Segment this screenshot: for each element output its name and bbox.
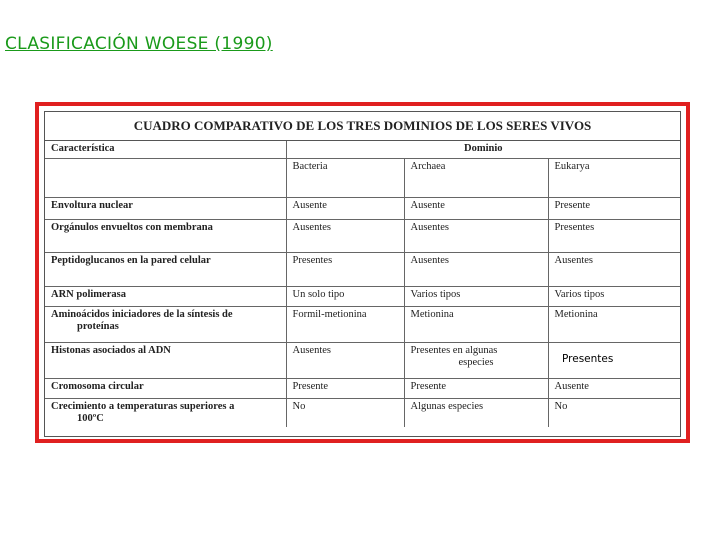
domain-eukarya: Eukarya <box>548 158 680 197</box>
row-feature: Peptidoglucanos en la pared celular <box>45 252 286 286</box>
row-feature: Envoltura nuclear <box>45 197 286 219</box>
table-row <box>45 252 680 286</box>
row-feature-line2: 100ºC <box>77 412 104 424</box>
cell-bacteria: Presente <box>286 378 404 398</box>
row-feature-line1: Aminoácidos iniciadores de la síntesis de <box>51 308 233 320</box>
cell-eukarya: Ausente <box>548 378 680 398</box>
cell-eukarya: Varios tipos <box>548 286 680 306</box>
cell-eukarya: No <box>548 398 680 427</box>
header-domain: Dominio <box>286 141 680 158</box>
cell-archaea: Ausentes <box>404 252 548 286</box>
cell-archaea: Metionina <box>404 306 548 342</box>
cell-archaea <box>404 342 548 378</box>
table-title: CUADRO COMPARATIVO DE LOS TRES DOMINIOS DE LOS SERES VIVOS <box>45 112 680 141</box>
cell-eukarya: Ausentes <box>548 252 680 286</box>
cell-eukarya: Metionina <box>548 306 680 342</box>
cell-archaea: Algunas especies <box>404 398 548 427</box>
row-feature: ARN polimerasa <box>45 286 286 306</box>
table-row <box>45 398 680 427</box>
comparison-table-frame <box>35 102 690 443</box>
cell-archaea: Ausente <box>404 197 548 219</box>
row-feature <box>45 306 286 342</box>
cell-archaea: Varios tipos <box>404 286 548 306</box>
header-empty-cell <box>45 158 286 197</box>
cell-bacteria: Presentes <box>286 252 404 286</box>
cell-bacteria: Ausentes <box>286 219 404 252</box>
cell-archaea-line2: especies <box>458 356 494 368</box>
row-feature: Orgánulos envueltos con membrana <box>45 219 286 252</box>
cell-eukarya: Presentes <box>548 219 680 252</box>
cell-archaea-line1: Presentes en algunas <box>410 344 498 356</box>
domains-table <box>45 141 680 427</box>
domain-bacteria: Bacteria <box>286 158 404 197</box>
row-feature <box>45 398 286 427</box>
table-row <box>45 219 680 252</box>
domain-archaea: Archaea <box>404 158 548 197</box>
cell-archaea: Presente <box>404 378 548 398</box>
slide-title: CLASIFICACIÓN WOESE (1990) <box>5 34 273 54</box>
row-feature: Histonas asociados al ADN <box>45 342 286 378</box>
cell-bacteria: No <box>286 398 404 427</box>
row-feature-line1: Crecimiento a temperaturas superiores a <box>51 400 235 412</box>
table-row <box>45 197 680 219</box>
cell-archaea: Ausentes <box>404 219 548 252</box>
cell-eukarya: Presente <box>548 197 680 219</box>
row-feature: Cromosoma circular <box>45 378 286 398</box>
cell-bacteria: Un solo tipo <box>286 286 404 306</box>
cell-bacteria: Formil-metionina <box>286 306 404 342</box>
header-feature: Característica <box>45 141 286 158</box>
cell-bacteria: Ausentes <box>286 342 404 378</box>
table-row <box>45 306 680 342</box>
comparison-table <box>44 111 681 437</box>
cell-bacteria: Ausente <box>286 197 404 219</box>
row-feature-line2: proteínas <box>77 320 119 332</box>
table-row <box>45 378 680 398</box>
overlay-label: Presentes <box>562 353 614 365</box>
table-row <box>45 286 680 306</box>
